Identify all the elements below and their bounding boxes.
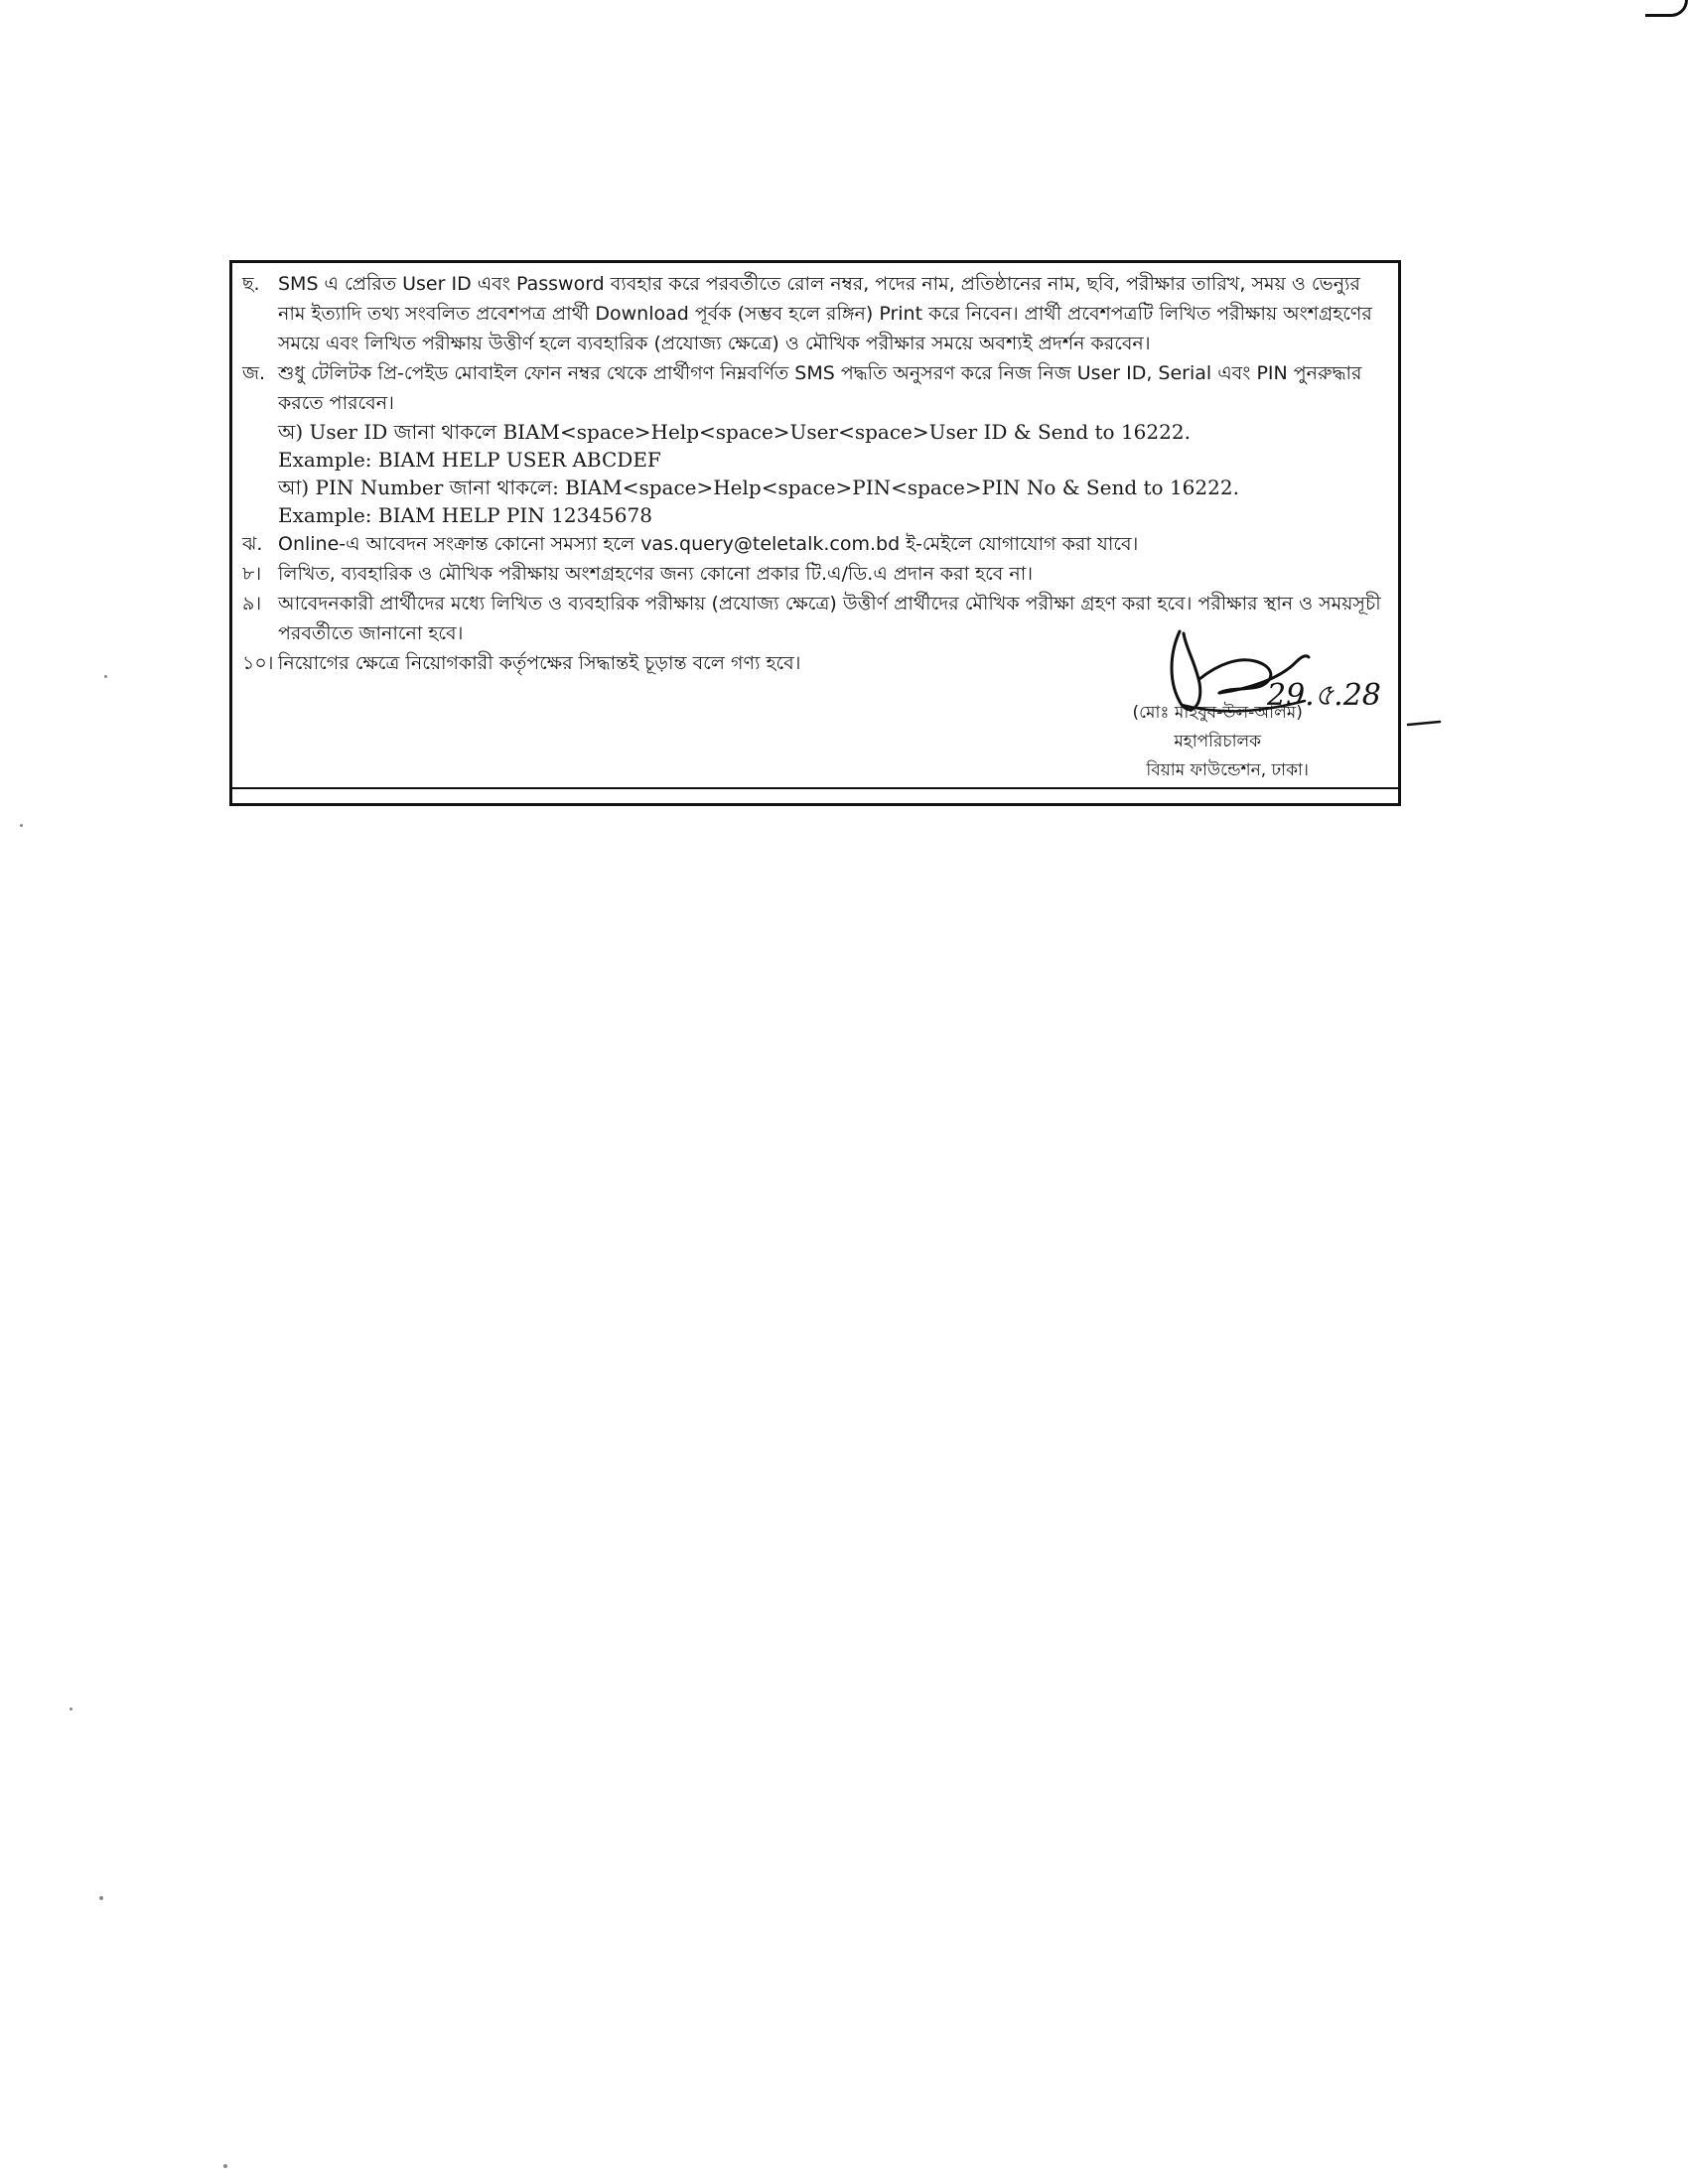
item-marker: ৯। xyxy=(242,593,262,614)
scan-speck xyxy=(223,2164,227,2168)
scan-speck xyxy=(20,824,23,827)
item-text: Online-এ আবেদন সংক্রান্ত কোনো সমস্যা হলে vas.query@teletalk.com.bd ই-মেইলে যোগাযোগ করা যাবে। xyxy=(278,533,1139,555)
sms-user-id-line: অ) User ID জানা থাকলে BIAM<space>Help<space>User<space>User ID & Send to 16222. xyxy=(278,420,1191,444)
item-marker: ৮। xyxy=(242,563,262,585)
scan-speck xyxy=(104,675,107,678)
item-text: নিয়োগের ক্ষেত্রে নিয়োগকারী কর্তৃপক্ষের সিদ্ধান্তই চূড়ান্ত বলে গণ্য হবে। xyxy=(278,652,801,674)
scan-speck xyxy=(99,1896,103,1900)
signatory-designation: মহাপরিচালক xyxy=(1174,732,1262,751)
page-corner-mark xyxy=(1645,0,1688,17)
signatory-name: (মোঃ মাহবুব-উল-আলম) xyxy=(1132,703,1303,723)
signatory-organization: বিয়াম ফাউন্ডেশন, ঢাকা। xyxy=(1146,760,1309,780)
sms-user-id-example: Example: BIAM HELP USER ABCDEF xyxy=(278,448,661,472)
scan-speck xyxy=(70,1707,72,1710)
notice-item-8 xyxy=(242,559,1389,589)
handwritten-signature xyxy=(1160,614,1458,733)
item-marker: জ. xyxy=(242,362,266,384)
sms-pin-example: Example: BIAM HELP PIN 12345678 xyxy=(278,503,652,527)
box-bottom-rule xyxy=(232,787,1398,789)
item-marker: ১০। xyxy=(242,652,274,674)
notice-item-cha xyxy=(242,269,1389,358)
item-text: শুধু টেলিটক প্রি-পেইড মোবাইল ফোন নম্বর থেকে প্রার্থীগণ নিম্নবর্ণিত SMS পদ্ধতি অনুসরণ করে নিজ নিজ User ID, Serial এবং PIN পুনরুদ্ধার করতে পারবেন। xyxy=(278,362,1362,414)
item-text: লিখিত, ব্যবহারিক ও মৌখিক পরীক্ষায় অংশগ্রহণের জন্য কোনো প্রকার টি.এ/ডি.এ প্রদান করা হবে না। xyxy=(278,563,1034,585)
item-text: SMS এ প্রেরিত User ID এবং Password ব্যবহার করে পরবর্তীতে রোল নম্বর, পদের নাম, প্রতিষ্ঠানের নাম, ছবি, পরীক্ষার তারিখ, সময় ও ভেন্যুর নাম ইত্যাদি তথ্য সংবলিত প্রবেশপত্র প্রার্থী Download পূর্বক (সম্ভব হলে রঙ্গিন) Print করে নিবেন। প্রার্থী প্রবেশপত্রটি লিখিত পরীক্ষায় অংশগ্রহণের সময়ে এবং লিখিত পরীক্ষায় উত্তীর্ণ হলে ব্যবহারিক (প্রযোজ্য ক্ষেত্রে) ও মৌখিক পরীক্ষার সময়ে অবশ্যই প্রদর্শন করবেন। xyxy=(278,273,1372,354)
item-marker: ঝ. xyxy=(242,533,263,555)
item-text: আবেদনকারী প্রার্থীদের মধ্যে লিখিত ও ব্যবহারিক পরীক্ষায় (প্রযোজ্য ক্ষেত্রে) উত্তীর্ণ প্রার্থীদের মৌখিক পরীক্ষা গ্রহণ করা হবে। পরীক্ষার স্থান ও সময়সূচী পরবর্তীতে জানানো হবে। xyxy=(278,593,1381,644)
handwritten-date: 29.৫.28 xyxy=(1267,678,1381,713)
sms-pin-line: আ) PIN Number জানা থাকলে: BIAM<space>Help<space>PIN<space>PIN No & Send to 16222. xyxy=(278,476,1239,499)
notice-item-ja xyxy=(242,358,1389,418)
notice-item-jha xyxy=(242,529,1389,559)
item-marker: ছ. xyxy=(242,273,260,295)
